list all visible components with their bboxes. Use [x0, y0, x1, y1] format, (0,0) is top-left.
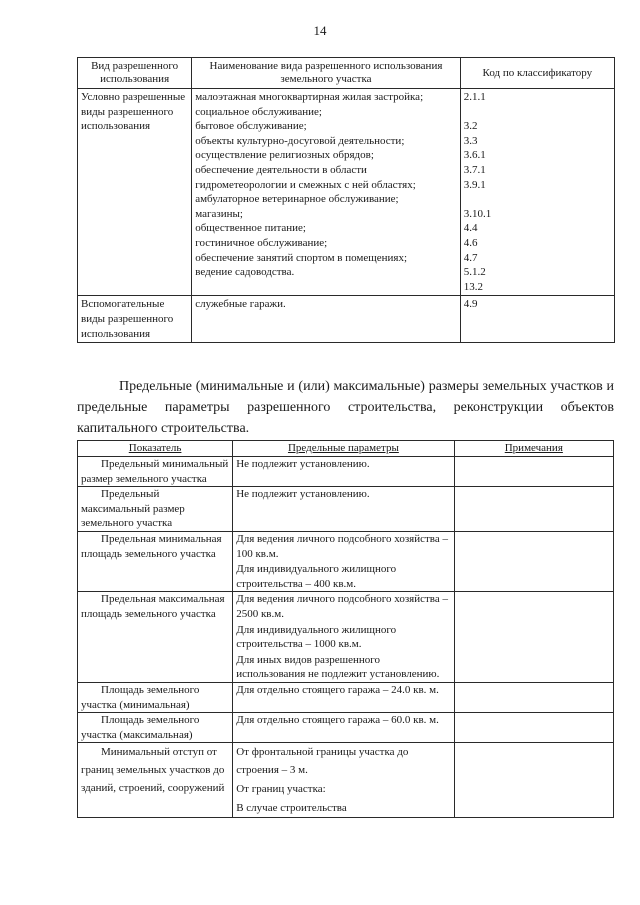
use-type-cell: Вспомогательные виды разрешенного использования: [78, 296, 192, 343]
use-name: магазины;: [195, 207, 243, 220]
param-line: Для ведения личного подсобного хозяйства – 2500 кв.м.: [236, 593, 448, 620]
notes-cell: [454, 592, 613, 683]
table-row: [78, 296, 615, 343]
indicator-cell: Минимальный отступ от границ земельных участков до зданий, строений, сооружений: [78, 743, 233, 818]
param-line: В случае строительства: [236, 802, 347, 815]
param-line: От фронтальной границы участка до строения – 3 м.: [236, 746, 409, 777]
params-cell: [233, 457, 454, 487]
table-row: [78, 487, 614, 532]
param-line: Для ведения личного подсобного хозяйства – 100 кв.м.: [236, 532, 448, 560]
use-name: бытовое обслуживание;: [195, 120, 307, 133]
use-name-cell: [192, 89, 461, 296]
notes-cell: [454, 531, 613, 591]
parameters-table: [77, 440, 614, 818]
params-cell: [233, 682, 454, 712]
param-line: Для индивидуального жилищного строительства – 400 кв.м.: [236, 563, 397, 590]
use-code: 4.7: [463, 251, 478, 264]
indicator-cell: Предельный максимальный размер земельного участка: [78, 487, 233, 532]
param-line: Для отдельно стоящего гаража – 24.0 кв. м.: [236, 683, 439, 696]
use-name: общественное питание;: [195, 222, 306, 235]
param-line: Для иных видов разрешенного использования не подлежит установлению.: [236, 653, 440, 681]
table-row: [78, 682, 614, 712]
use-code: 3.7.1: [463, 163, 486, 176]
params-cell: [233, 531, 454, 591]
table-row: [78, 743, 614, 818]
use-name: обеспечение занятий спортом в помещениях;: [195, 251, 408, 264]
notes-cell: [454, 487, 613, 532]
page-number: 14: [313, 23, 327, 38]
params-cell: [233, 743, 454, 818]
column-header-indicator: Показатель: [78, 441, 233, 457]
use-name: ведение садоводства.: [195, 266, 295, 279]
use-name: осуществление религиозных обрядов;: [195, 149, 374, 162]
column-header-code: Код по классификатору: [460, 58, 614, 89]
notes-cell: [454, 682, 613, 712]
use-code: 3.9.1: [463, 178, 486, 191]
table-header-row: [78, 58, 615, 89]
use-name-cell: [192, 296, 461, 343]
use-name: социальное обслуживание;: [195, 105, 322, 118]
notes-cell: [454, 713, 613, 743]
notes-cell: [454, 743, 613, 818]
use-type-cell: Условно разрешенные виды разрешенного использования: [78, 89, 192, 296]
indicator-cell: Предельная минимальная площадь земельного участка: [78, 531, 233, 591]
permitted-uses-table: [77, 57, 615, 343]
use-code: 4.6: [463, 236, 478, 249]
column-header-type: Вид разрешенного использования: [78, 58, 192, 89]
column-header-name: Наименование вида разрешенного использования земельного участка: [192, 58, 461, 89]
use-code: 13.2: [463, 280, 483, 293]
use-code: 4.9: [463, 298, 478, 311]
limits-paragraph: Предельные (минимальные и (или) максимальные) размеры земельных участков и предельные параметры разрешенного строительства, реконструкции объектов капитального строительства.: [77, 379, 614, 436]
use-code: 3.6.1: [463, 149, 486, 162]
use-code: 2.1.1: [463, 91, 486, 103]
use-code: 3.2: [463, 120, 478, 133]
column-header-notes: Примечания: [454, 441, 613, 457]
param-line: Не подлежит установлению.: [236, 458, 370, 470]
use-name: служебные гаражи.: [195, 298, 286, 311]
use-name: обеспечение деятельности в области гидрометеорологии и смежных с ней областях;: [195, 163, 416, 191]
use-code: 3.3: [463, 134, 478, 147]
use-code-cell: [460, 89, 614, 296]
use-code: 4.4: [463, 222, 478, 235]
param-line: От границ участка:: [236, 783, 326, 796]
table-row: [78, 89, 615, 296]
indicator-cell: Предельная максимальная площадь земельного участка: [78, 592, 233, 683]
use-name: малоэтажная многоквартирная жилая застройка;: [195, 91, 424, 103]
use-name: гостиничное обслуживание;: [195, 236, 328, 249]
use-name: амбулаторное ветеринарное обслуживание;: [195, 193, 399, 206]
params-cell: [233, 592, 454, 683]
params-cell: [233, 713, 454, 743]
params-cell: [233, 487, 454, 532]
use-code: 5.1.2: [463, 266, 486, 279]
param-line: Для индивидуального жилищного строительства – 1000 кв.м.: [236, 623, 397, 651]
notes-cell: [454, 457, 613, 487]
use-name: объекты культурно-досуговой деятельности;: [195, 134, 405, 147]
table-row: [78, 592, 614, 683]
use-code: 3.10.1: [463, 207, 492, 220]
param-line: Для отдельно стоящего гаража – 60.0 кв. м.: [236, 714, 439, 727]
table-header-row: [78, 441, 614, 457]
table-row: [78, 531, 614, 591]
indicator-cell: Площадь земельного участка (минимальная): [78, 682, 233, 712]
table-row: [78, 457, 614, 487]
column-header-params: Предельные параметры: [233, 441, 454, 457]
param-line: Не подлежит установлению.: [236, 488, 370, 501]
indicator-cell: Предельный минимальный размер земельного участка: [78, 457, 233, 487]
use-code-cell: [460, 296, 614, 343]
indicator-cell: Площадь земельного участка (максимальная): [78, 713, 233, 743]
table-row: [78, 713, 614, 743]
